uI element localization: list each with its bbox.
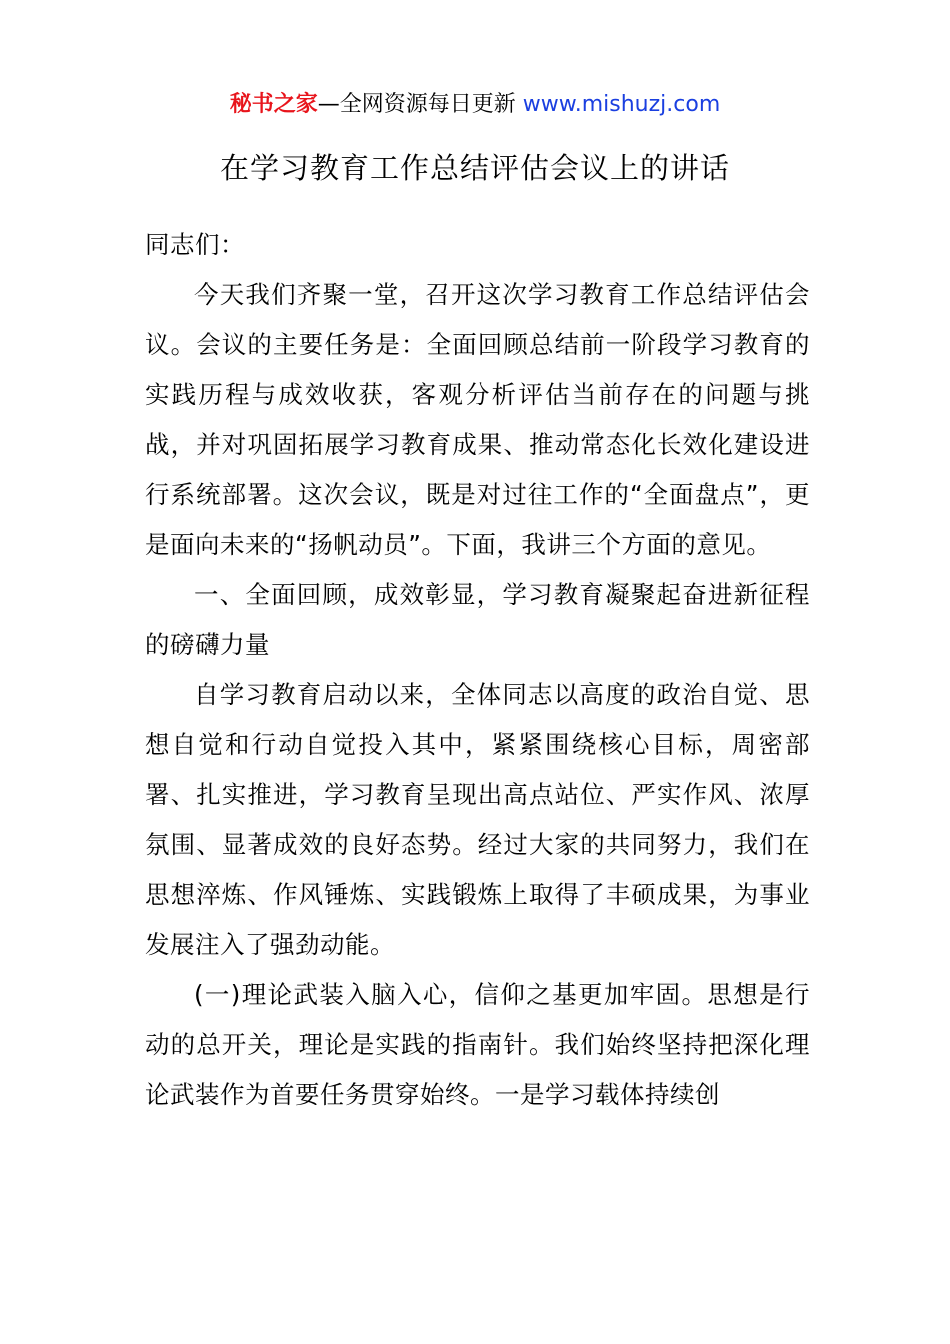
paragraph-review: 自学习教育启动以来，全体同志以高度的政治自觉、思想自觉和行动自觉投入其中，紧紧围绕核心目标，周密部署、扎实推进，学习教育呈现出高点站位、严实作风、浓厚氛围、显著成效的良好态势。经过大家的共同努力，我们在思想淬炼、作风锤炼、实践锻炼上取得了丰硕成果，为事业发展注入了强劲动能。 — [145, 680, 810, 959]
banner-brand: 秘书之家 — [229, 92, 318, 117]
paragraph-subsection-1: (一)理论武装入脑入心，信仰之基更加牢固。思想是行动的总开关，理论是实践的指南针。我们始终坚持把深化理论武装作为首要任务贯穿始终。一是学习载体持续创 — [145, 980, 810, 1109]
document-title: 在学习教育工作总结评估会议上的讲话 — [219, 151, 730, 185]
paragraph-intro: 今天我们齐聚一堂，召开这次学习教育工作总结评估会议。会议的主要任务是：全面回顾总结前一阶段学习教育的实践历程与成效收获，客观分析评估当前存在的问题与挑战，并对巩固拓展学习教育成果、推动常态化长效化建设进行系统部署。这次会议，既是对过往工作的“全面盘点”，更是面向未来的“扬帆动员”。下面，我讲三个方面的意见。 — [145, 280, 810, 559]
banner-slogan: —全网资源每日更新 — [317, 92, 523, 117]
section-heading-1: 一、全面回顾，成效彰显，学习教育凝聚起奋进新征程的磅礴力量 — [145, 580, 810, 659]
salutation: 同志们： — [145, 230, 245, 259]
banner-url[interactable]: www.mishuzj.com — [522, 92, 721, 117]
document-body — [145, 220, 810, 1120]
site-banner — [0, 88, 950, 122]
